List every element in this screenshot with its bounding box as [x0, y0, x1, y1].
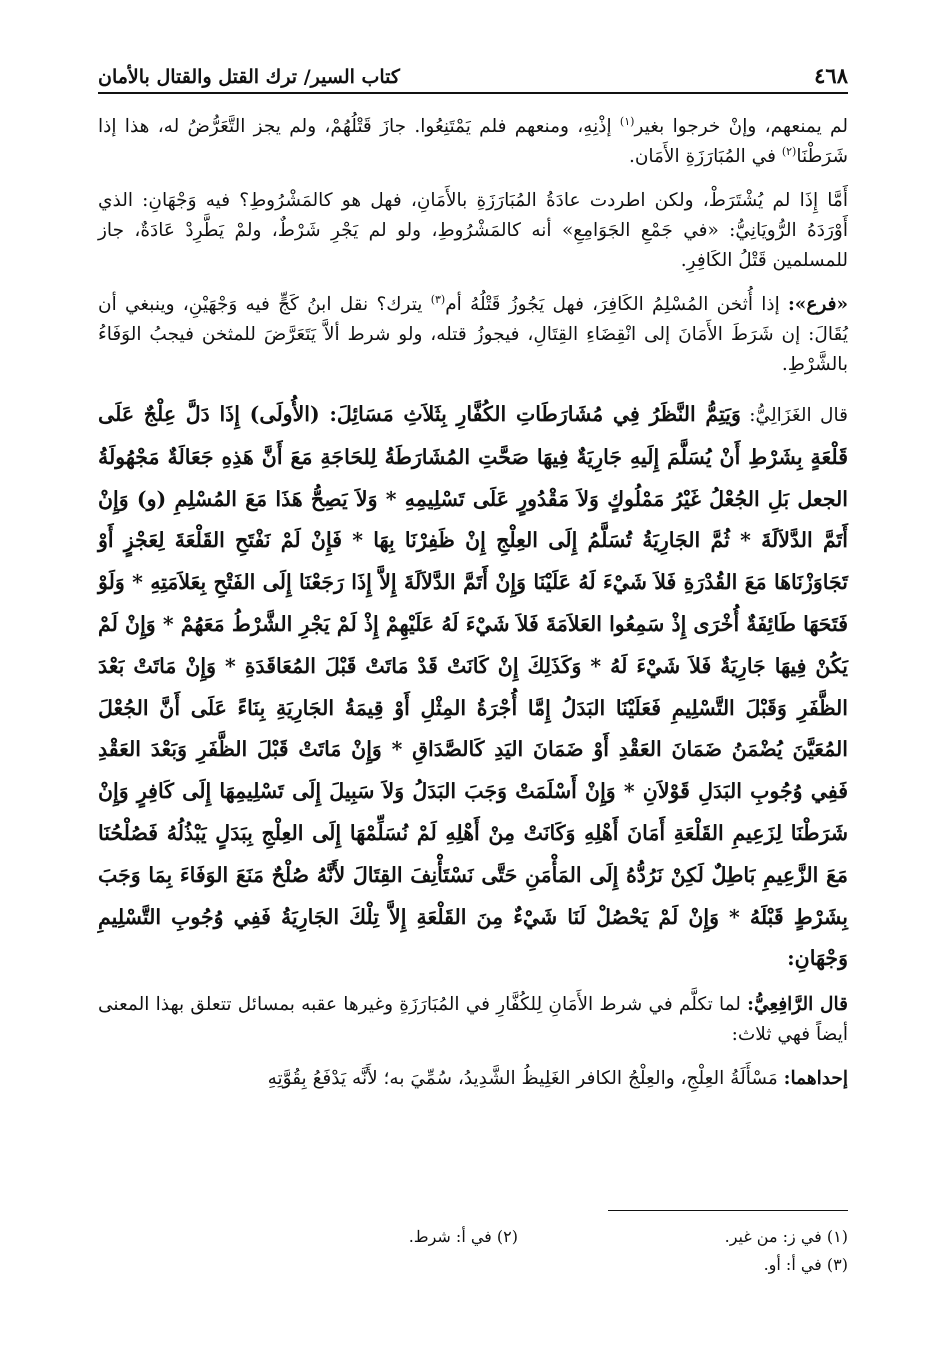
first-issue-lead: إحداهما:: [783, 1068, 848, 1090]
ghazali-matn: [98, 394, 848, 980]
first-issue-text: مَسْأَلَةُ العِلْجِ، والعِلْجُ الكافر الغَلِيظُ الشَّدِيدُ، سُمِّيَ به؛ لأَنَّه يَدْفَعُ بِقُوَّتِهِ: [267, 1068, 784, 1090]
paragraph-3-part-a: إذا أُثخن المُسْلِمُ الكَافِرَ، فهل يَجُوزُ قَتْلُهُ أم: [445, 294, 788, 315]
ghazali-text: وَيَتِمُّ النَّظَرُ فِي مُشَارَطَاتِ الكُفَّارِ بِثَلاَثِ مَسَائِلَ: (الأُولَى) إِذَا دَلَّ عِلْجٌ عَلَى قَلْعَةٍ بِشَرْطِ أَنْ يُسَلَّمَ إِلَيهِ جَارِيَةٌ فِيهَا صَحَّتِ المُشَارَطَةُ لِلحَاجَةِ مَعَ أَنَّ هَذِهِ جَعَالَةٌ مَجْهُولَةُ الجعل بَلِ الجُعْلُ غَيْرُ مَمْلُوكٍ وَلاَ مَقْدُورٍ عَلَى تَسْلِيمِهِ * وَلاَ يَصِحُّ هَذَا مَعَ المُسْلِمِ (و) وَإِنْ أَتَمَّ الدَّلاَلَةَ * ثُمَّ الجَارِيَةُ تُسَلَّمُ إِلَى العِلْجِ إِنْ ظَفِرْنَا بِهَا * فَإِنْ لَمْ نَفْتَحِ القَلْعَةَ لِعَجْزٍ أَوْ تَجَاوَزْنَاهَا مَعَ القُدْرَةِ فَلاَ شَيْءَ لَهُ عَلَيْنَا وَإِنْ أَتَمَّ الدَّلاَلَةَ إِلاَّ إِذَا رَجَعْنَا إِلَى الفَتْحِ بِعَلاَمَتِهِ * وَلَوْ فَتَحَهَا طَائِفَةٌ أُخْرَى إِذْ سَمِعُوا العَلاَمَةَ فَلاَ شَيْءَ لَهُ عَلَيْهِمْ إِذْ لَمْ يَجْرِ الشَّرْطُ مَعَهُمْ * وَإِنْ لَمْ يَكُنْ فِيهَا جَارِيَةٌ فَلاَ شَيْءَ لَهُ * وَكَذَلِكَ إِنْ كَانَتْ قَدْ مَاتَتْ قَبْلَ المُعَاقَدَةِ * وَإِنْ مَاتَتْ بَعْدَ الظَّفَرِ وَقَبْلَ التَّسْلِيمِ فَعَلَيْنَا البَدَلُ إِمَّا أُجْرَةُ المِثْلِ أَوْ قِيمَةُ الجَارِيَةِ بِنَاءً عَلَى أَنَّ الجُعْلَ المُعَيَّنَ يُضْمَنُ ضَمَانَ العَقْدِ أَوْ ضَمَانَ اليَدِ كَالصَّدَاقِ * وَإِنْ مَاتَتْ قَبْلَ الظَّفَرِ وَبَعْدَ العَقْدِ فَفِي وُجُوبِ البَدَلِ قَوْلاَنِ * وَإِنْ أَسْلَمَتْ وَجَبَ البَدَلُ وَلاَ سَبِيلَ إِلَى تَسْلِيمِهَا إِلَى كَافِرٍ وَإِنْ شَرَطْنَا لِزَعِيمِ القَلْعَةِ أَمَانَ أَهْلِهِ وَكَانَتْ مِنْ أَهْلِهِ لَمْ نُسَلِّمْهَا إِلَى العِلْجِ بِبَدَلٍ يَبْذُلُهُ فَصُلْحُنَا مَعَ الزَّعِيمِ بَاطِلٌ لَكِنْ نَرُدُّهُ إِلَى المَأْمَنِ حَتَّى نَسْتَأْنِفَ القِتَالَ لأَنَّهُ صُلْحٌ مَنَعَ الوَفَاءَ بِمَا وَجَبَ بِشَرْطٍ قَبْلَهُ * وَإِنْ لَمْ يَحْصُلْ لَنَا شَيْءٌ مِنَ القَلْعَةِ إِلاَّ تِلْكَ الجَارِيَةُ فَفِي وُجُوبِ التَّسْلِيمِ وَجْهَانِ:: [98, 402, 848, 971]
footnote-1: (١) في ز: من غير.: [724, 1227, 848, 1246]
footnote-3: (٣) في أ: أو.: [763, 1255, 848, 1274]
paragraph-2: أَمَّا إِذَا لم يُشْتَرَطْ، ولكن اطردت عادَةُ المُبَارَزَةِ بالأَمَانِ، فهل هو كالمَشْرُوطِ؟ فيه وَجْهَانِ: الذي أَوْرَدَهُ الرُّويَانِيُّ: «في جَمْعِ الجَوَامِعِ» أنه كالمَشْرُوطِ، ولو لم يَجْرِ شَرْطٌ، ولمْ يَطَّرِدْ عَادَةٌ، جاز للمسلمين قَتْلُ الكَافِرِ.: [98, 190, 848, 271]
footnote-row-1: [98, 1223, 848, 1251]
page-number: ٤٦٨: [814, 63, 848, 88]
paragraph-1-part-a: لم يمنعهم، وإنْ خرجوا بغير: [634, 116, 848, 137]
footnote-row-2: [98, 1251, 848, 1279]
first-issue-paragraph: [98, 1064, 848, 1094]
footnote-mark-3[interactable]: (٣): [430, 292, 446, 306]
paragraph-3-part-b: يترك؟ نقل ابنُ كَجٍّ فيه وَجْهَيْنِ، وينبغي أن يُقَالَ: إن شَرَطَ الأَمَانَ إلى انْقِضَاءِ القِتَالِ، فيجوزُ قتله، ولو شرط ألاَّ يَتَعَرَّضَ للمثخن فيجبُ الوَفَاءُ بالشَّرْطِ.: [98, 294, 848, 375]
footnote-mark-1[interactable]: (١): [619, 114, 635, 128]
rafii-text: لما تكلَّم في شرط الأَمَانِ لِلكُفَّارِ في المُبَارَزَةِ وغيرها عقبه بمسائل تتعلق بهذا المعنى أيضاً فهي ثلاث:: [98, 994, 848, 1046]
rafii-paragraph: [98, 990, 848, 1050]
footnote-rule: [608, 1210, 848, 1211]
running-title: كتاب السير/ ترك القتل والقتال بالأمان: [98, 66, 400, 88]
running-header: [98, 54, 848, 94]
paragraph-1-part-b: إذْنِهِ، ومنعهم فلم يَمْتَنِعُوا. جازَ قَتْلُهُمْ، ولم يجز التَّعَرُّضُ له، هذا إذا شَرَطْنَا: [98, 116, 848, 167]
paragraph-1-part-c: في المُبَارَزَةِ الأَمَان.: [628, 146, 782, 167]
main-text: [98, 112, 848, 1108]
ghazali-lead: قال الغَزَالِيُّ:: [740, 405, 848, 426]
footnote-2: (٢) في أ: شرط.: [408, 1227, 518, 1246]
paragraph-3: [98, 290, 848, 380]
footnote-mark-2[interactable]: (٢): [781, 144, 797, 158]
rafii-lead: قال الرَّافِعِيُّ:: [747, 994, 848, 1016]
paragraph-1: [98, 112, 848, 172]
far-label: «فرع»:: [787, 294, 849, 315]
footnotes: [98, 1210, 848, 1279]
